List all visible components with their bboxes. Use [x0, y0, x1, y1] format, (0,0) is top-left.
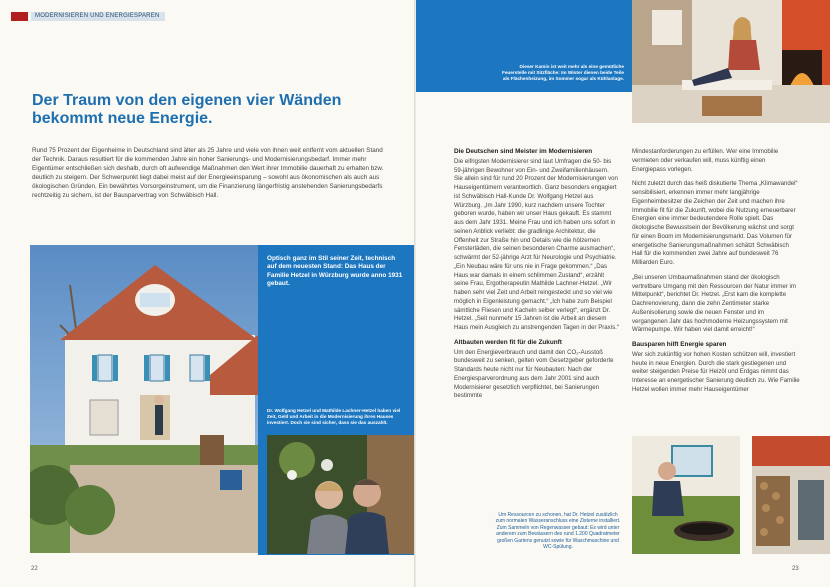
woodpile-photo [752, 436, 830, 554]
column-paragraph: Um den Energieverbrauch und damit den CO₂-Ausstoß bundesweit zu senken, gelten vom Gesetzgeber geforderte Standards heute nicht nur für Neubauten: Nach der Energiesparverordnung aus dem Jahr 2001 sind auch Modernisierer gesetzlich verpflichtet, bei Sanierungen bestimmte [454, 348, 614, 400]
couple-caption: Dr. Wolfgang Hetzel und Mathilde Lachner-Hetzel haben viel Zeit, Geld und Arbeit in die Modernisierung ihres Hauses investiert. Doch sie sind sicher, dass sie das auszahlt. [267, 408, 401, 426]
column-paragraph: Mindestanforderungen zu erfüllen. Wer eine Immobilie vermieten oder verkaufen will, muss künftig einen Energiepass vorlegen. [632, 148, 779, 173]
house-photo [30, 245, 258, 553]
fireplace-caption: Dieser Kamin ist weit mehr als eine gemütliche Feuerstelle mit Sitzfläche: Im Winter dienen beide Teile als Flächenheizung, im Sommer sogar als Kühlanlage. [501, 64, 624, 82]
intro-paragraph: Rund 75 Prozent der Eigenheime in Deutschland sind älter als 25 Jahre und viele von ihnen weit entfernt vom aktuellen Stand der Technik. Daraus resultiert für die kommenden Jahre ein hoher Sanierungs- und Modernisierungsbedarf. Immer mehr Eigentümer entschließen sich deshalb, durch oft aufwendige Maßnahmen den Wert ihrer Immobilie dauerhaft zu erhalten bzw. deutlich zu steigern. Der Schwerpunkt liegt dabei meist auf der Energieeinsparung – sowohl aus ökonomischen als auch aus ökologischen Gründen. Ein bewährtes Vorsorgeinstrument, um die Finanzierung längerfristig anstehenden Sanierungsbedarfs rechtzeitig zu sichern, ist der Bausparvertrag von Schwäbisch Hall. [32, 147, 384, 200]
section-label: MODERNISIEREN UND ENERGIESPAREN [31, 12, 165, 21]
column-paragraph: Nicht zuletzt durch das heiß diskutierte Thema „Klimawandel“ sensibilisiert, erkennen immer mehr langjährige Eigenheimbesitzer die Zeichen der Zeit und machen ihre Immobilie fit für die Zukunft, wobei die Nutzung erneuerbarer Energien eine immer bedeutendere Rolle spielt. Das ökologische Bewusstsein der Bevölkerung wächst und sorgt für einen Boom im Modernisierungsmarkt. Das Volumen für energetische Sanierungsmaßnahmen schätzt Schwäbisch Hall für die kommenden zwei Jahre auf bundesweit 76 Milliarden Euro. [632, 180, 798, 266]
page-headline: Der Traum von den eigenen vier Wänden bekommt neue Energie. [32, 92, 342, 127]
column-paragraph: Wer sich zukünftig vor hohen Kosten schützen will, investiert heute in neue Energien. Durch die stark gestiegenen und weiter steigenden Preise für Heizöl und Erdgas nimmt das Interesse an energetischer Sanierung deutlich zu. Wie Familie Hetzel wollen immer mehr Hauseigentümer [632, 350, 800, 393]
column-heading: Bausparen hilft Energie sparen [632, 341, 727, 348]
page-number-left: 22 [31, 566, 38, 572]
column-heading: Altbauten werden fit für die Zukunft [454, 338, 562, 346]
column-paragraph: „Bei unseren Umbaumaßnahmen stand der ökologisch vertretbare Umgang mit den Ressourcen der Natur immer im Mittelpunkt“, berichtet Dr. Hetzel. „Erst kam die komplette Dachrenovierung, dann die zehn Zentimeter starke Außenisolierung sowie die neuen Fenster und im vergangenen Jahr das hochmoderne Heizungssystem mit Wärmepumpe. Wir haben viel damit erreicht!“ [632, 273, 796, 334]
couple-photo [267, 435, 414, 554]
fireplace-photo [632, 0, 830, 123]
house-caption: Optisch ganz im Stil seiner Zeit, technisch auf dem neuesten Stand: Das Haus der Familie Hetzel in Würzburg wurde anno 1931 gebaut. [267, 255, 403, 288]
fireplace-caption-box [416, 0, 632, 92]
column-heading: Die Deutschen sind Meister im Modernisieren [454, 148, 593, 155]
right-column-1 [454, 148, 619, 407]
page-number-right: 23 [792, 566, 799, 572]
column-paragraph: Die eifrigsten Modernisierer sind laut Umfragen die 50- bis 59-jährigen Bewohner von Ein- und Zweifamilienhäusern. Sie allein sind für rund 20 Prozent der Modernisierungen von Hauseigentümern verantwortlich. Ganz besonders engagiert ist Schwäbisch Hall-Kunde Dr. Wolfgang Hetzel aus Würzburg. „Im Jahr 1990, kurz nachdem unsere Tochter geboren wurde, haben wir unser Haus gekauft. Es stammt aus dem Jahr 1931. Meine Frau und ich haben uns sofort in seinen Anblick verliebt: die gradlinige Architektur, die Offenheit zur Straße hin und Details wie die hölzernen Fensterläden, die seinen besonderen Charme ausmachen“, schwärmt der 52-jährige Arzt für Neurologie und Psychiatrie. „Ein Neubau wäre für uns nie in Frage gekommen.“ „Das Haus war damals in einem schlimmen Zustand“, erzählt seine Frau, Ergotherapeutin Mathilde Lachner-Hetzel. „Wir haben sehr viel Zeit und Arbeit reingesteckt und so viel wie möglich in Eigenleistung gemacht.“ „Ich habe zum Beispiel sämtliche Fliesen und Kacheln selber verlegt“, ergänzt Dr. Hetzel. „Seit nunmehr 15 Jahren ist die Arbeit an diesem Haus mein Ausgleich zu anstrengenden Tagen in der Praxis.“ [454, 157, 619, 331]
right-column-2 [632, 148, 800, 401]
cistern-photo [632, 436, 740, 554]
water-caption: Um Ressourcen zu schonen, hat Dr. Hetzel zusätzlich zum normalen Wasseranschluss eine Zisterne installiert. Zum Sammeln von Regenwasser gebaut: Es wird unter anderem zum Bewässern des rund 1.200 Quadratmeter großen Gartens genutzt sowie für Waschmaschine und WC-Spülung. [495, 512, 621, 551]
red-marker [11, 12, 28, 21]
